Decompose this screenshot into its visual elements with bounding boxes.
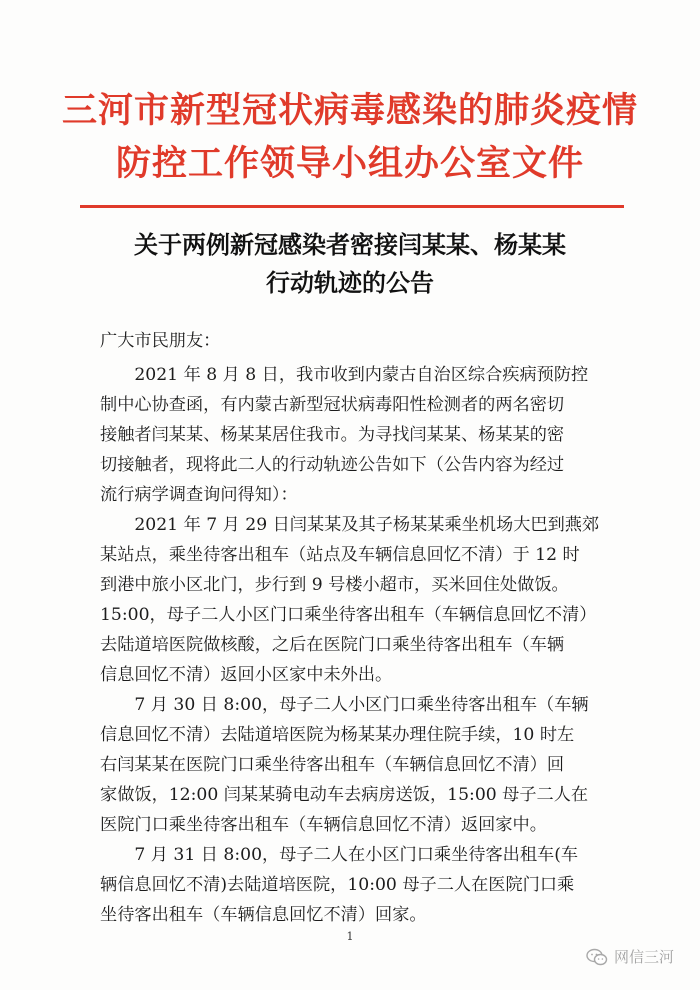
- page-number: 1: [346, 930, 354, 943]
- body-line: 辆信息回忆不清)去陆道培医院，10:00 母子二人在医院门口乘: [100, 875, 575, 895]
- body-line: 制中心协查函，有内蒙古新型冠状病毒阳性检测者的两名密切: [100, 395, 565, 415]
- red-divider-rule: [80, 205, 624, 208]
- body-line: 某站点，乘坐待客出租车（站点及车辆信息回忆不清）于 12 时: [100, 545, 580, 565]
- body-line: 7 月 31 日 8:00，母子二人在小区门口乘坐待客出租车(车: [100, 845, 579, 865]
- body-line: 2021 年 7 月 29 日闫某某及其子杨某某乘坐机场大巴到燕郊: [100, 515, 600, 535]
- watermark-text: 网信三河: [613, 948, 674, 966]
- body-line: 15:00，母子二人小区门口乘坐待客出租车（车辆信息回忆不清）: [100, 605, 597, 625]
- body-line: 2021 年 8 月 8 日，我市收到内蒙古自治区综合疾病预防控: [100, 365, 589, 385]
- body-line: 到港中旅小区北门，步行到 9 号楼小超市，买米回住处做饭。: [100, 575, 569, 595]
- body-line: 7 月 30 日 8:00，母子二人小区门口乘坐待客出租车（车辆: [100, 695, 589, 715]
- body-line: 流行病学调查询问得知）：: [100, 485, 298, 505]
- document-title-line-2: 行动轨迹的公告: [266, 269, 434, 297]
- body-line: 切接触者，现将此二人的行动轨迹公告如下（公告内容为经过: [100, 455, 565, 475]
- body-line: 医院门口乘坐待客出租车（车辆信息回忆不清）返回家中。: [100, 815, 547, 835]
- document-title-line-1: 关于两例新冠感染者密接闫某某、杨某某: [134, 231, 566, 259]
- body-line: 去陆道培医院做核酸，之后在医院门口乘坐待客出租车（车辆: [100, 635, 565, 655]
- body-line: 接触者闫某某、杨某某居住我市。为寻找闫某某、杨某某的密: [100, 425, 565, 445]
- body-line: 信息回忆不清）去陆道培医院为杨某某办理住院手续，10 时左: [100, 725, 575, 745]
- watermark: [586, 946, 674, 967]
- header-title-line-1: 三河市新型冠状病毒感染的肺炎疫情: [61, 91, 638, 131]
- body-line: 家做饭，12:00 闫某某骑电动车去病房送饭，15:00 母子二人在: [100, 785, 589, 805]
- header-title-line-2: 防控工作领导小组办公室文件: [115, 144, 584, 184]
- wechat-icon: [586, 948, 608, 966]
- body-line: 信息回忆不清）返回小区家中未外出。: [100, 665, 393, 685]
- body-line: 右闫某某在医院门口乘坐待客出租车（车辆信息回忆不清）回: [100, 755, 565, 775]
- body-line: 坐待客出租车（车辆信息回忆不清）回家。: [100, 905, 427, 925]
- salutation: 广大市民朋友：: [100, 331, 221, 351]
